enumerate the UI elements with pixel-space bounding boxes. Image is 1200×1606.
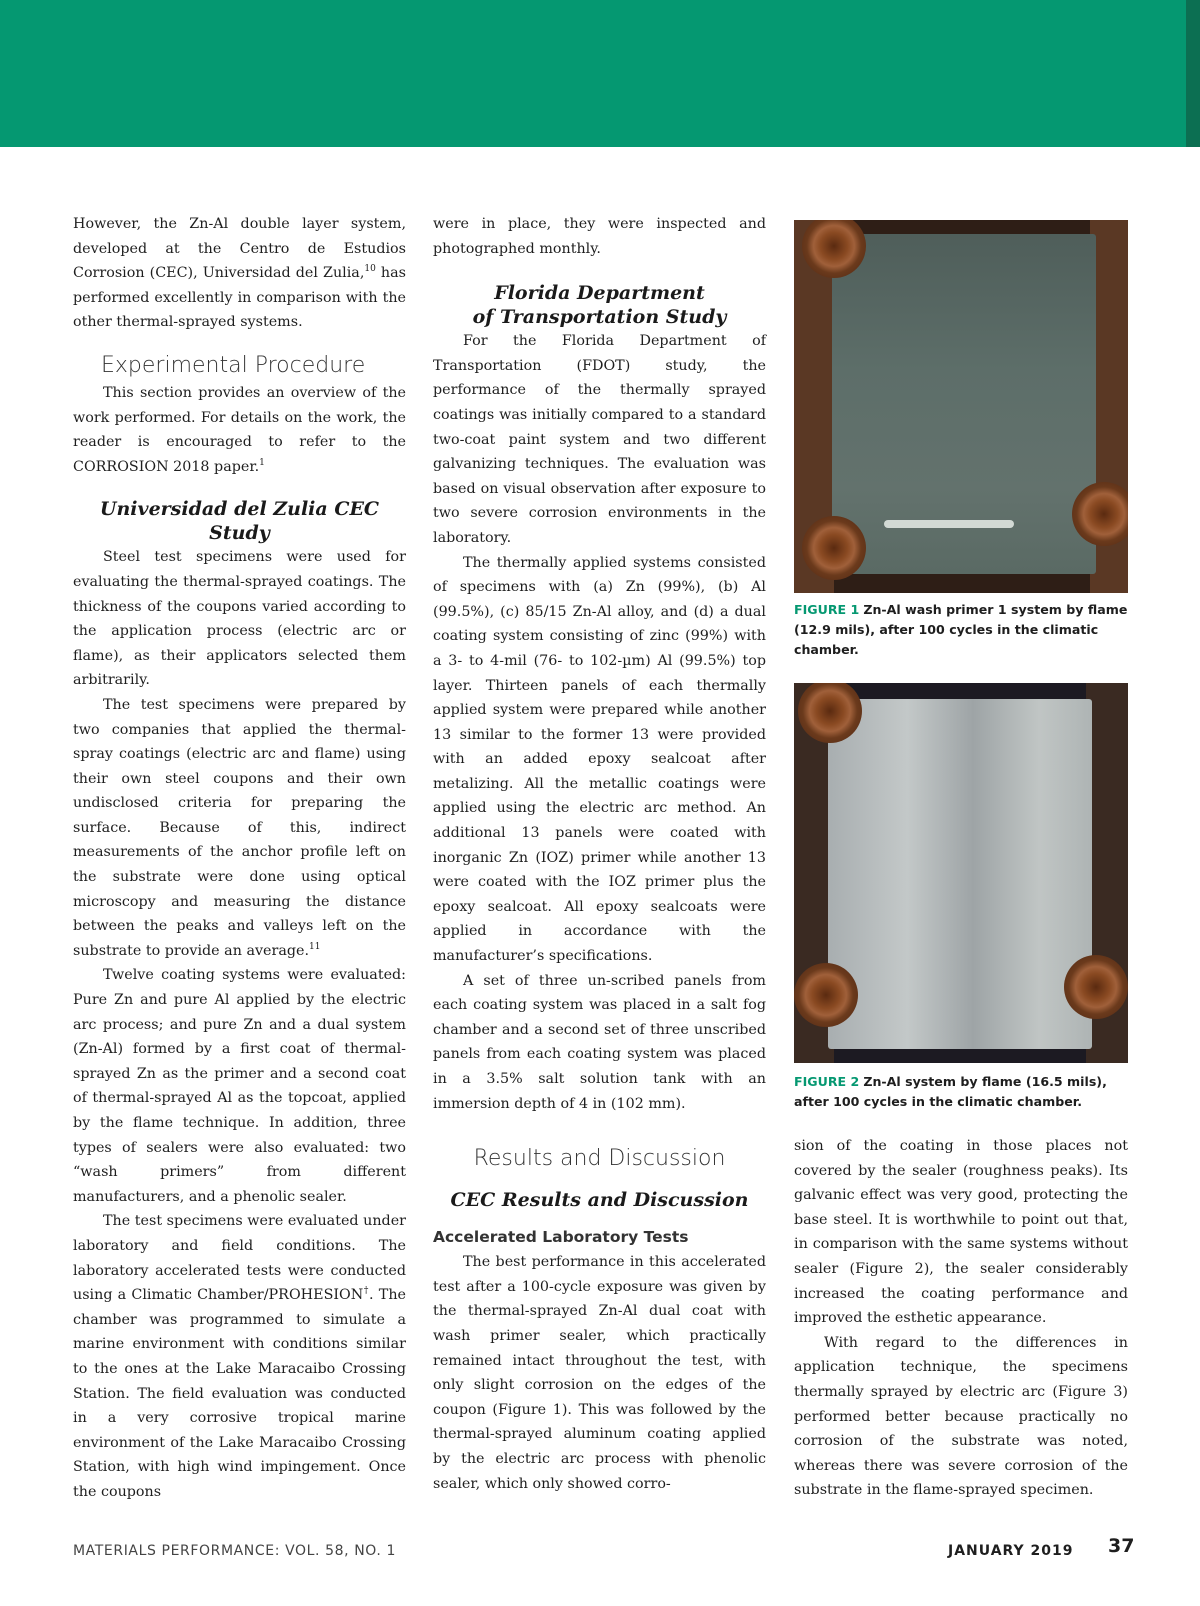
figure-2-photo: [794, 683, 1128, 1063]
paragraph-twelve: Twelve coating systems were evaluated: Pure Zn and pure Al applied by the electric arc process; and pure Zn and a dual system (Zn-Al) formed by a first coat of thermal-sprayed Zn as the primer and a second coat of thermal-sprayed Al as the topcoat, applied by the flame technique. In addition, three types of sealers were also evaluated: two “wash primers” from different manufacturers, and a phenolic sealer.: [73, 967, 406, 1205]
paragraph-best: The best performance in this accelerated test after a 100-cycle exposure was given by the thermal-sprayed Zn-Al dual coat with wash primer sealer, which practically remained intact throughout the test, with only slight corrosion on the edges of the coupon (Figure 1). This was followed by the thermal-sprayed aluminum coating applied by the electric arc process with phenolic sealer, which only showed corro-: [433, 1254, 766, 1492]
footnote-dagger: †: [363, 1286, 370, 1297]
heading-accelerated-tests: Accelerated Laboratory Tests: [433, 1228, 689, 1247]
heading-fdot-line2: of Transportation Study: [472, 306, 727, 329]
paragraph-steel: Steel test specimens were used for evaluating the thermal-sprayed coatings. The thickness of the coupons varied according to the application process (electric arc or flame), as their applicators selected them arbitrarily.: [73, 549, 406, 689]
paragraph-overview: [73, 381, 406, 479]
intro-text-a: However, the Zn-Al double layer system, developed at the Centro de Estudios Corrosion (CEC), Universidad del Zulia,: [73, 216, 406, 282]
bolt-bottom-left: [802, 516, 866, 580]
figure-1-caption-text: Zn-Al wash primer 1 system by flame (12.9 mils), after 100 cycles in the climatic chamber.: [794, 602, 1128, 657]
figure-1-photo: [794, 220, 1128, 593]
column-1: [73, 212, 406, 1505]
figure-2-caption: [794, 1072, 1128, 1112]
figure-2-caption-text: Zn-Al system by flame (16.5 mils), after 100 cycles in the climatic chamber.: [794, 1074, 1107, 1109]
bolt-bottom-left: [794, 963, 858, 1027]
overview-text: This section provides an overview of the work performed. For details on the work, the reader is encouraged to refer to the CORROSION 2018 paper.: [73, 384, 406, 475]
paragraph-systems: The thermally applied systems consisted of specimens with (a) Zn (99%), (b) Al (99.5%), (c) 85/15 Zn-Al alloy, and (d) a dual coating system consisting of zinc (99%) with a 3- to 4-mil (76- to 102-µm) Al (99.5%) top layer. Thirteen panels of each thermally applied system were prepared while another 13 similar to the former 13 were provided with an added epoxy sealcoat after metalizing. All the metallic coatings were applied using the electric arc method. An additional 13 panels were coated with inorganic Zn (IOZ) primer while another 13 were coated with the IOZ primer plus the epoxy sealcoat. All epoxy sealcoats were applied in accordance with the manufacturer’s specifications.: [433, 554, 766, 965]
panel-streak: [884, 520, 1014, 528]
heading-cec-results: CEC Results and Discussion: [450, 1189, 749, 1212]
evaluated-text-a: The test specimens were evaluated under laboratory and field conditions. The laboratory accelerated tests were conducted using a Climatic Chamber/PROHESION: [73, 1213, 406, 1304]
paragraph-sion: sion of the coating in those places not covered by the sealer (roughness peaks). Its galvanic effect was very good, protecting the base steel. It is worthwhile to point out that, in comparison with the same systems without sealer (Figure 2), the sealer considerably increased the coating performance and improved the esthetic appearance.: [794, 1138, 1128, 1327]
bolt-bottom-right: [1064, 955, 1128, 1019]
footer-date: JANUARY 2019: [948, 1543, 1074, 1559]
reference-10: 10: [364, 264, 376, 275]
figure-1-label: FIGURE 1: [794, 602, 860, 617]
banner-edge: [1186, 0, 1200, 147]
paragraph-evaluated: [73, 1209, 406, 1504]
coated-panel: [828, 699, 1092, 1049]
paragraph-regard: With regard to the differences in application technique, the specimens thermally sprayed by electric arc (Figure 3) performed better because practically no corrosion of the substrate was noted, whereas there was severe corrosion of the substrate in the flame-sprayed specimen.: [794, 1334, 1128, 1499]
intro-text-b: has performed excellently in comparison with the other thermal-sprayed systems.: [73, 265, 406, 331]
paragraph-set: A set of three un-scribed panels from each coating system was placed in a salt fog chamber and a second set of three unscribed panels from each coating system was placed in a 3.5% salt solution tank with an immersion depth of 4 in (102 mm).: [433, 972, 766, 1112]
figure-2-label: FIGURE 2: [794, 1074, 860, 1089]
reference-1: 1: [259, 457, 265, 468]
heading-cec-study: Universidad del Zulia CEC Study: [99, 498, 380, 545]
prepared-text: The test specimens were prepared by two companies that applied the thermal-spray coatings (electric arc and flame) using their own steel coupons and their own undisclosed criteria for preparing the surface. Because of this, indirect measurements of the anchor profile left on the substrate were done using optical microscopy and measuring the distance between the peaks and valleys left on the substrate to provide an average.: [73, 696, 406, 959]
paragraph-prepared: [73, 693, 406, 964]
evaluated-text-b: . The chamber was programmed to simulate a marine environment with conditions similar to the ones at the Lake Maracaibo Crossing Station. The field evaluation was conducted in a very corrosive tropical marine environment of the Lake Maracaibo Crossing Station, with high wind impingement. Once the coupons: [73, 1287, 406, 1500]
bolt-bottom-right: [1072, 482, 1128, 546]
paragraph-continued: were in place, they were inspected and photographed monthly.: [433, 216, 766, 257]
figure-1-caption: [794, 600, 1128, 660]
heading-results-discussion: Results and Discussion: [473, 1146, 726, 1172]
footer-journal: MATERIALS PERFORMANCE: VOL. 58, NO. 1: [73, 1543, 396, 1559]
paragraph-intro: [73, 212, 406, 335]
paragraph-fdot: For the Florida Department of Transportation (FDOT) study, the performance of the thermally sprayed coatings was initially compared to a standard two-coat paint system and two different galvanizing techniques. The evaluation was based on visual observation after exposure to two severe corrosion environments in the laboratory.: [433, 333, 766, 546]
header-banner: [0, 0, 1200, 147]
reference-11: 11: [309, 942, 321, 953]
heading-experimental-procedure: Experimental Procedure: [101, 352, 366, 378]
column-2: [433, 212, 766, 1496]
column-3: [794, 1134, 1128, 1503]
page-number: 37: [1108, 1535, 1135, 1557]
heading-fdot-line1: Florida Department: [494, 282, 705, 305]
